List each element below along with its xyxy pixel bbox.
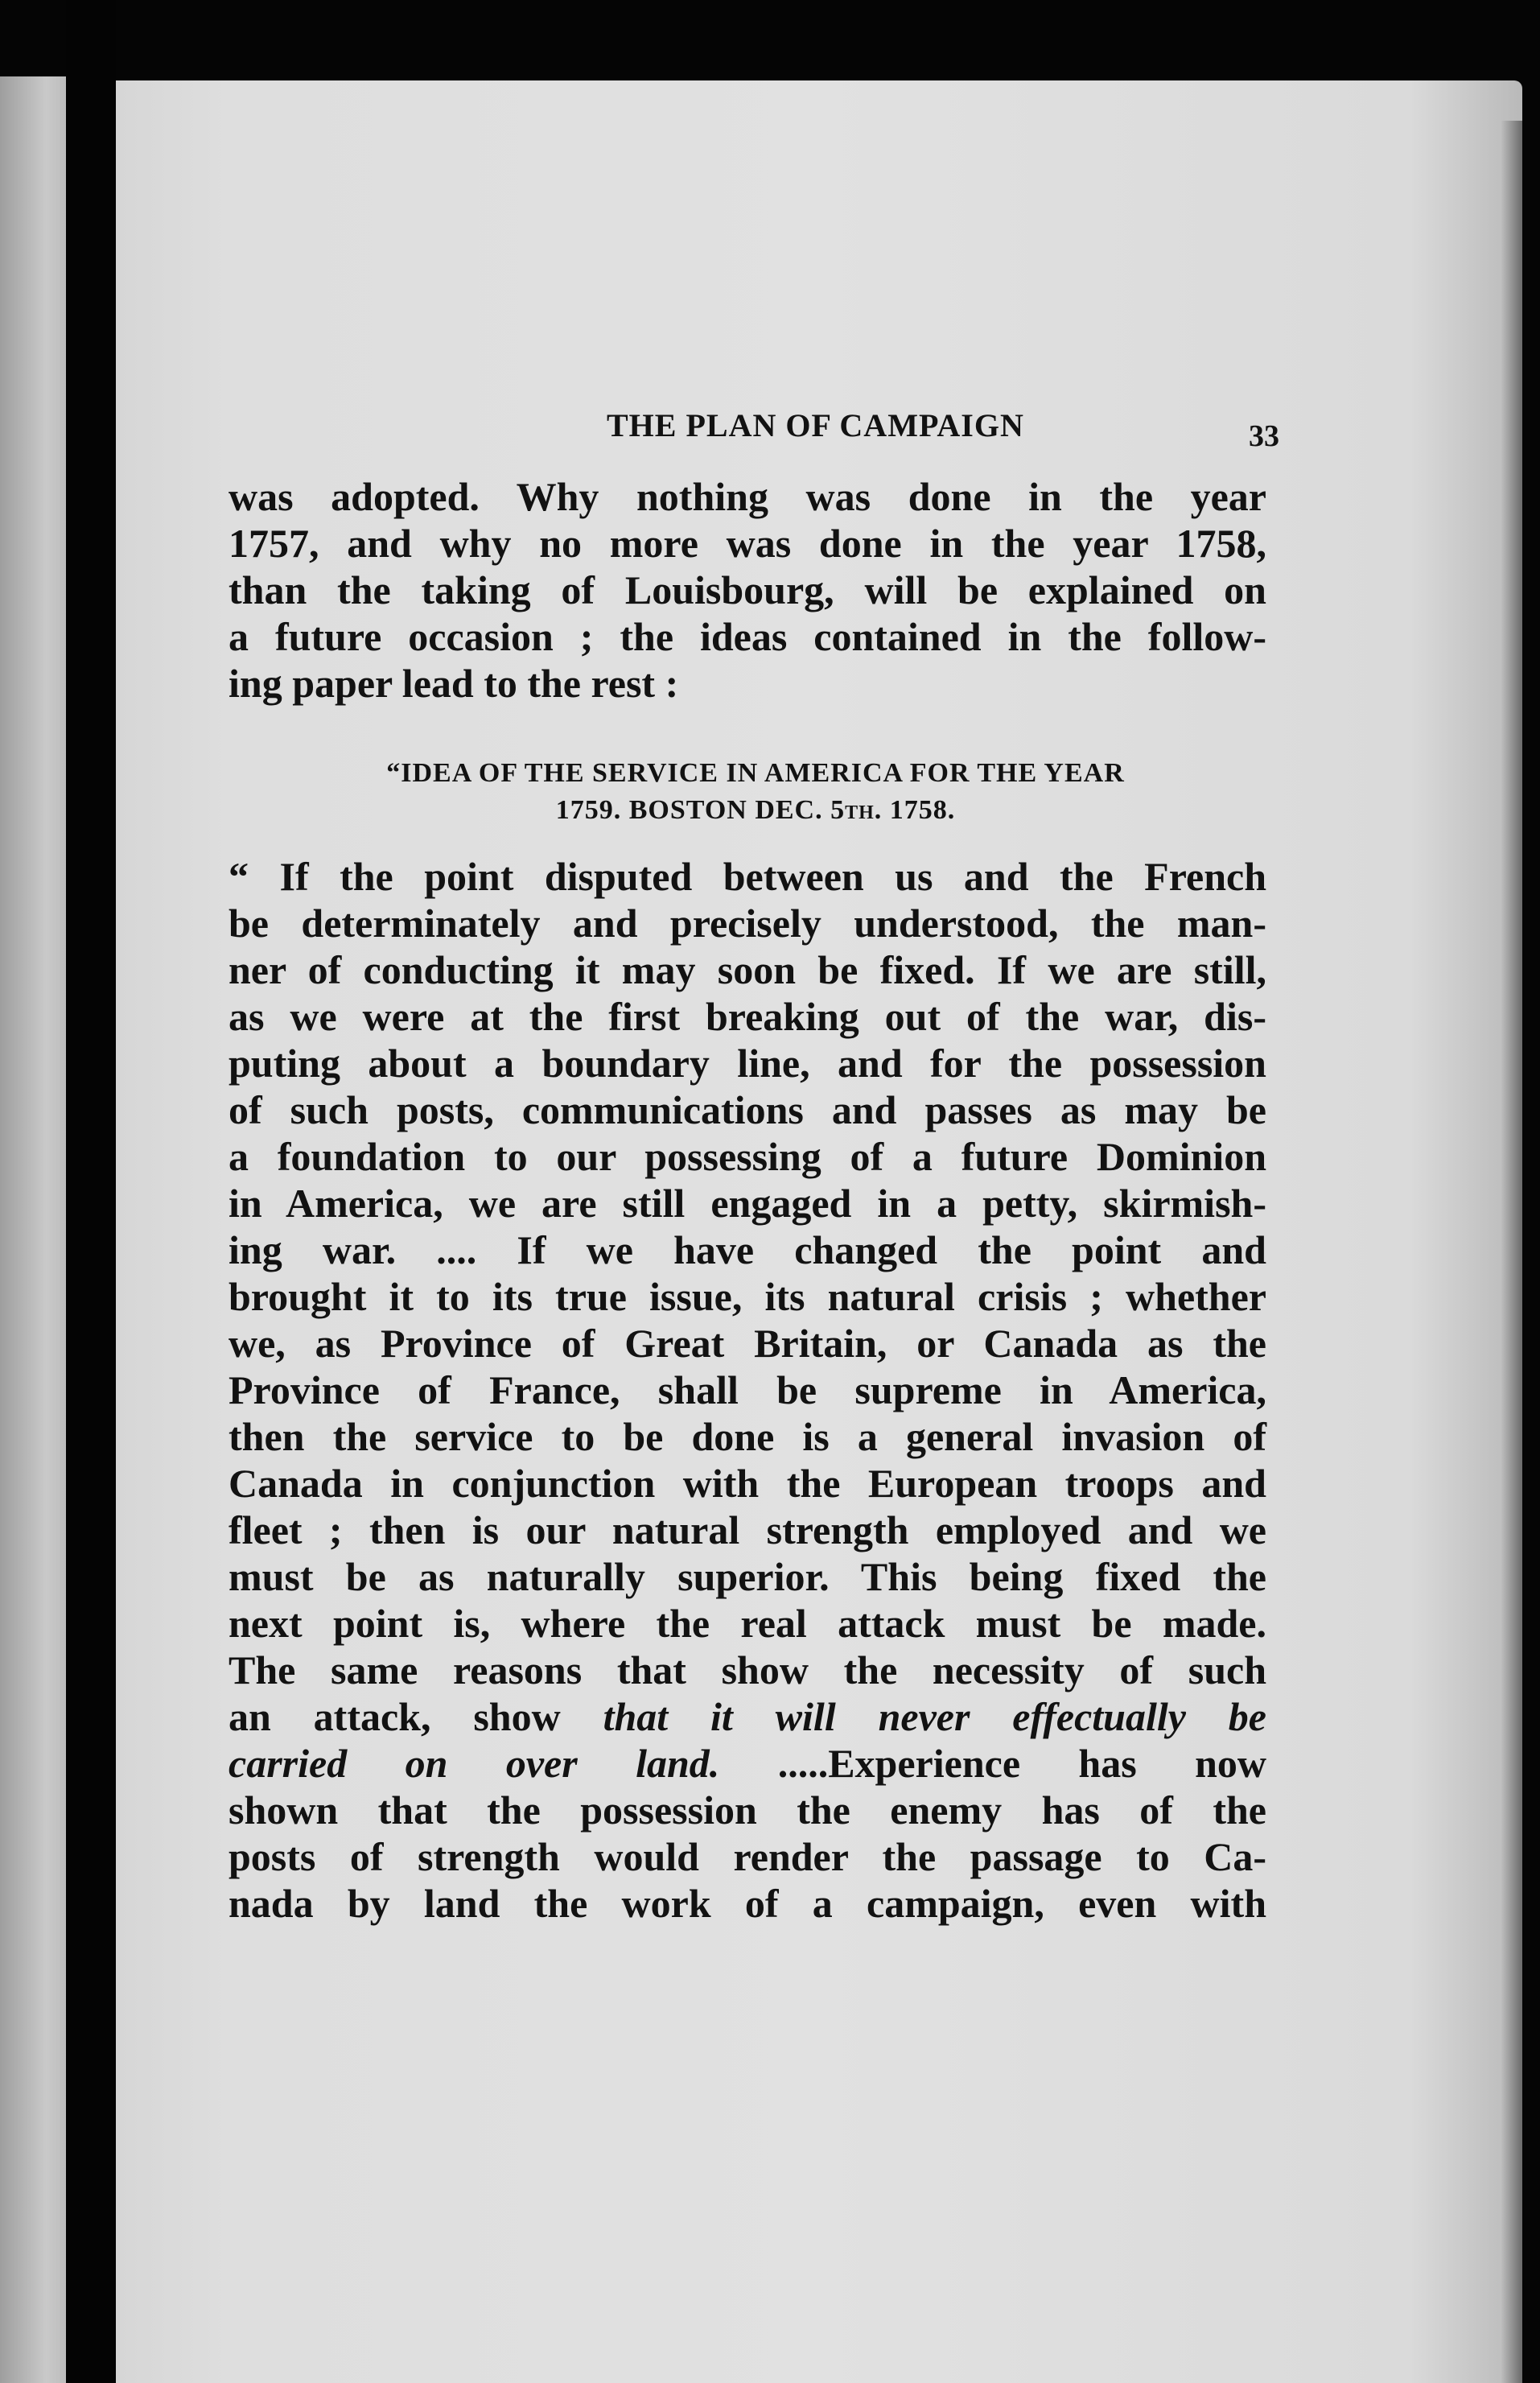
text-line: 1757, and why no more was done in the year 1758, [229,521,1266,566]
text-line: nada by land the work of a campaign, even with [229,1881,1266,1926]
running-head: THE PLAN OF CAMPAIGN [607,407,1024,443]
intro-paragraph [229,473,1266,707]
text-line: fleet ; then is our natural strength employed and we [229,1507,1266,1552]
text-line: brought it to its true issue, its natural crisis ; whether [229,1274,1266,1319]
text-line: be determinately and precisely understood, the man- [229,901,1266,946]
text-line: than the taking of Louisbourg, will be explained on [229,567,1266,612]
page-number: 33 [1249,419,1279,453]
previous-page-edge [0,76,66,2383]
page-content [116,80,1522,2383]
text-line: Province of France, shall be supreme in America, [229,1367,1266,1412]
text-line: The same reasons that show the necessity of such [229,1647,1266,1692]
text-line: Canada in conjunction with the European troops and [229,1461,1266,1506]
text-line: must be as naturally superior. This being fixed the [229,1554,1266,1599]
text-line: puting about a boundary line, and for the possession [229,1041,1266,1086]
text-line: ing war. .... If we have changed the point and [229,1227,1266,1272]
italic-text: that it will never effectually be [603,1694,1266,1739]
heading-line: 1759. BOSTON DEC. 5th. 1758. [555,795,956,825]
text-line: next point is, where the real attack must be made. [229,1601,1266,1646]
text-line: as we were at the first breaking out of the war, dis- [229,994,1266,1039]
text-line: was adopted. Why nothing was done in the year [229,474,1266,519]
text-line: ing paper lead to the rest : [229,661,679,706]
section-heading [253,755,1258,829]
roman-text: an attack, show [229,1694,603,1739]
text-line: a foundation to our possessing of a future Dominion [229,1134,1266,1179]
book-page [116,80,1522,2383]
text-line: in America, we are still engaged in a petty, skirmish- [229,1181,1266,1226]
text-line: “ If the point disputed between us and the French [229,854,1266,899]
italic-text: carried on over land. [229,1741,720,1786]
text-line: ner of conducting it may soon be fixed. If we are still, [229,947,1266,992]
text-line: of such posts, communications and passes as may be [229,1087,1266,1132]
text-line-mixed [229,1693,1266,1740]
quoted-paragraph [229,853,1266,1927]
roman-text: .....Experience has now [719,1741,1267,1786]
text-line: then the service to be done is a general invasion of [229,1414,1266,1459]
text-line: posts of strength would render the passage to Ca- [229,1834,1266,1879]
heading-line: “IDEA OF THE SERVICE IN AMERICA FOR THE YEAR [386,758,1125,788]
book-gutter [66,0,116,2383]
text-line: we, as Province of Great Britain, or Canada as the [229,1321,1266,1366]
text-line: shown that the possession the enemy has of the [229,1787,1266,1833]
text-line-mixed [229,1740,1266,1787]
text-line: a future occasion ; the ideas contained in the follow- [229,614,1266,659]
page-right-edge [1501,121,1522,2383]
